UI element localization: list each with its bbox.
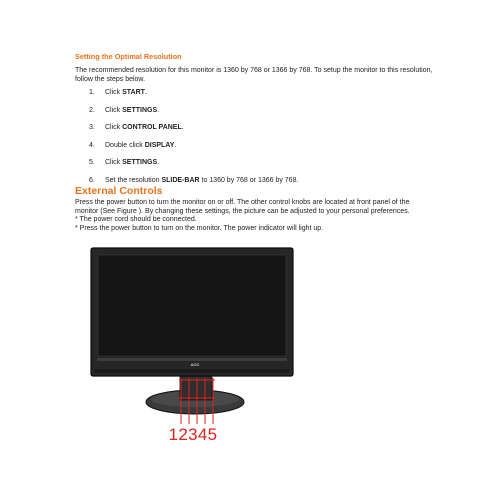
- step-number: 4.: [89, 141, 95, 149]
- intro-paragraph: The recommended resolution for this monitor is 1360 by 768 or 1366 by 768. To setup the monitor to this resolution, follow the steps below.: [75, 67, 433, 83]
- note-line: * Press the power button to turn on the monitor. The power indicator will light up.: [75, 224, 324, 232]
- paragraph-line: Press the power button to turn the monitor on or off. The other control knobs are located at front panel of the: [75, 199, 410, 206]
- step-text: Click START.: [105, 89, 147, 96]
- step-text: Click SETTINGS.: [105, 106, 160, 114]
- brand-logo: AOC: [190, 362, 200, 367]
- section-title-optimal-resolution: Setting the Optimal Resolution: [75, 52, 182, 61]
- stand-neck: [180, 374, 212, 400]
- step-number: 3.: [89, 124, 95, 131]
- step-number: 5.: [89, 159, 95, 166]
- paragraph-line: monitor (See Figure ). By changing these settings, the picture can be adjusted to your personal preferences.: [75, 207, 410, 215]
- step-number: 1.: [89, 89, 95, 96]
- control-labels: 12345: [168, 425, 218, 444]
- section-title-external-controls: External Controls: [75, 185, 163, 197]
- step-number: 2.: [89, 106, 95, 114]
- step-text: Double click DISPLAY.: [105, 141, 177, 149]
- step-text: Click CONTROL PANEL.: [105, 124, 184, 131]
- monitor-screen: [98, 255, 286, 356]
- step-number: 6.: [89, 176, 95, 184]
- step-text: Click SETTINGS.: [105, 159, 160, 166]
- step-text: Set the resolution SLIDE-BAR to 1360 by 768 or 1366 by 768.: [105, 176, 299, 184]
- note-line: * The power cord should be connected.: [75, 216, 197, 224]
